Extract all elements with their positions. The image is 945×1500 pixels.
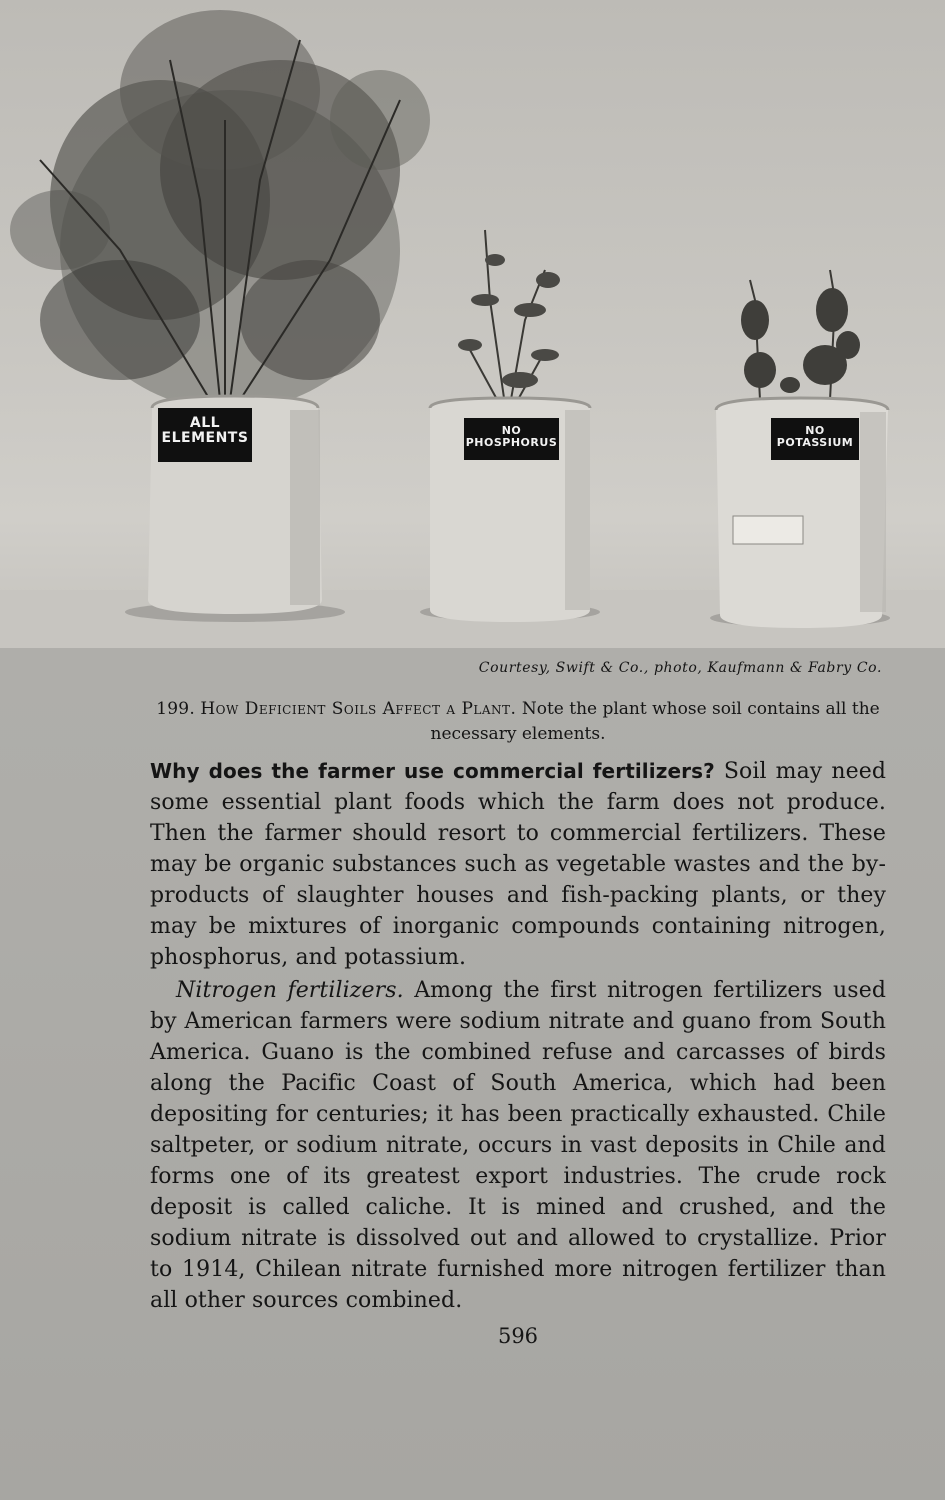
phosphorus-deficient-plant — [458, 230, 560, 405]
figure-title: How Deficient Soils Affect a Plant. — [200, 699, 517, 719]
pot-label-no-potassium: NO POTASSIUM — [771, 418, 859, 460]
page-number: 596 — [497, 1324, 539, 1348]
figure-caption-text: Note the plant whose soil contains all the necessary elements. — [430, 699, 880, 744]
pot-label-no-phosphorus: NO PHOSPHORUS — [464, 418, 559, 460]
photo-illustration — [0, 0, 945, 648]
figure-number: 199. — [156, 699, 195, 719]
potassium-deficient-plant — [741, 270, 860, 400]
paragraph-commercial-fertilizers — [150, 756, 886, 973]
plant-pots-photo — [0, 0, 945, 648]
paragraph-nitrogen-fertilizers — [150, 975, 886, 1316]
body-text — [150, 756, 886, 1316]
figure-caption — [150, 697, 886, 747]
question-heading: Why does the farmer use commercial fertilizers? — [150, 759, 715, 783]
pot-label-all-elements: ALL ELEMENTS — [158, 408, 252, 462]
healthy-plant — [10, 10, 430, 410]
photo-credit: Courtesy, Swift & Co., photo, Kaufmann & Fabry Co. — [478, 660, 882, 676]
section-heading: Nitrogen fertilizers. — [176, 978, 404, 1003]
paragraph-text: Among the first nitrogen fertilizers used by American farmers were sodium nitrate and guano from South America. Guano is the combined refuse and carcasses of birds along the Pacific Coast of South America, which had been depositing for centuries; it has been practically exhausted. Chile saltpeter, or sodium nitrate, occurs in vast deposits in Chile and forms one of its greatest export industries. The crude rock deposit is called caliche. It is mined and crushed, and the sodium nitrate is dissolved out and allowed to crystallize. Prior to 1914, Chilean nitrate furnished more nitrogen fertilizer than all other sources combined. — [150, 978, 887, 1313]
paragraph-text: Soil may need some essential plant foods which the farm does not produce. Then the farmer should resort to commercial fertilizers. These may be organic substances such as vegetable wastes and the by-products of slaughter houses and fish-packing plants, or they may be mixtures of inorganic compounds containing nitrogen, phosphorus, and potassium. — [150, 759, 887, 970]
